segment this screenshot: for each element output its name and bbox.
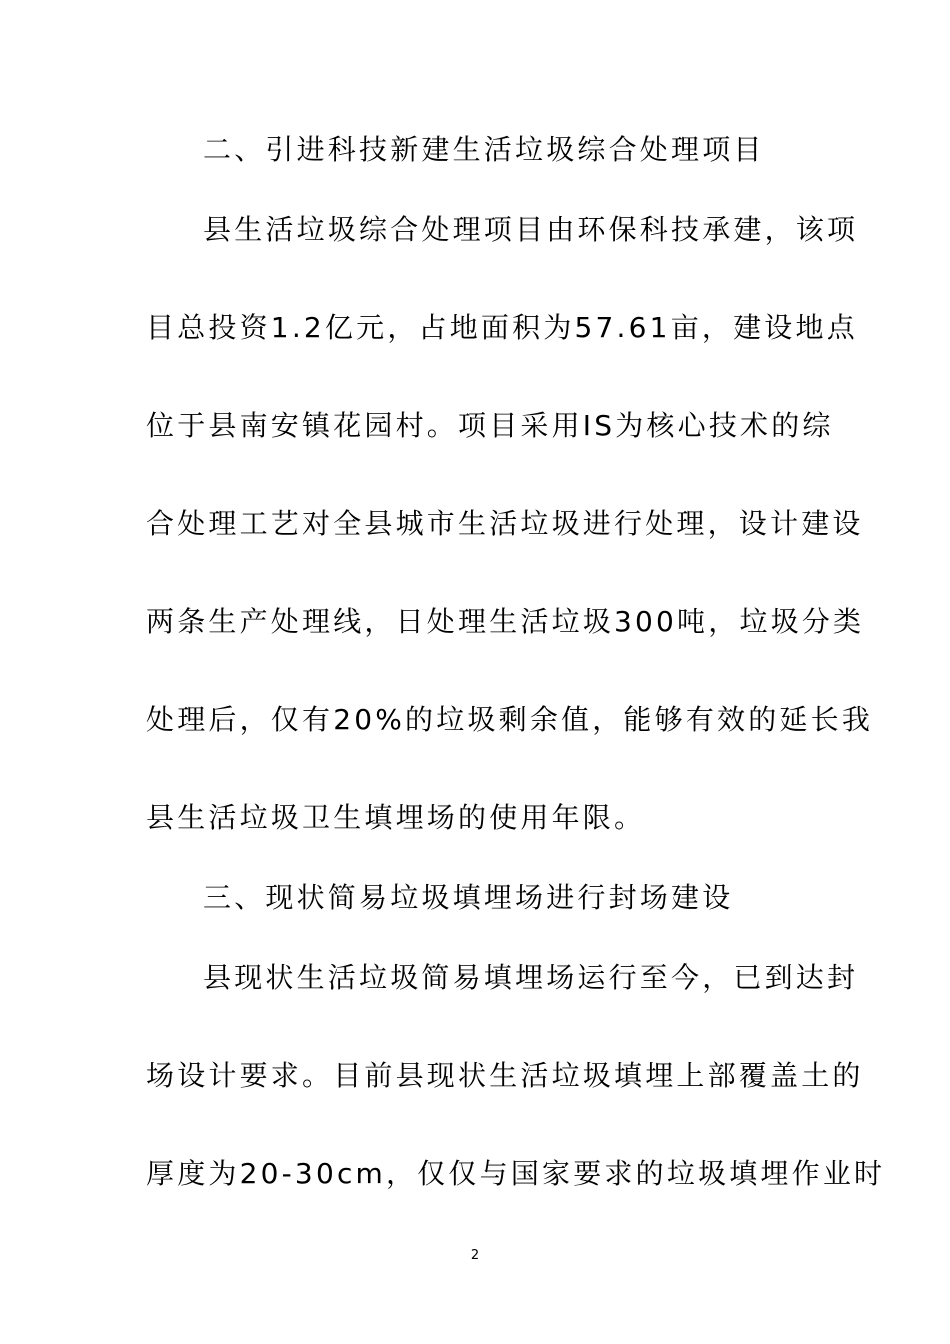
paragraph-line: 场设计要求。目前县现状生活垃圾填埋上部覆盖土的: [146, 1059, 864, 1092]
section-heading-3: 三、现状简易垃圾填埋场进行封场建设: [203, 881, 734, 914]
paragraph-line: 目总投资1.2亿元，占地面积为57.61亩，建设地点: [146, 311, 858, 344]
paragraph-line: 县生活垃圾综合处理项目由环保科技承建，该项: [203, 213, 859, 246]
paragraph-line: 位于县南安镇花园村。项目采用IS为核心技术的综: [146, 409, 834, 442]
section-heading-2: 二、引进科技新建生活垃圾综合处理项目: [203, 133, 765, 166]
paragraph-line: 厚度为20-30cm，仅仅与国家要求的垃圾填埋作业时: [146, 1157, 886, 1190]
paragraph-line: 合处理工艺对全县城市生活垃圾进行处理，设计建设: [146, 507, 864, 540]
page-number: 2: [470, 1248, 480, 1263]
paragraph-line: 处理后，仅有20%的垃圾剩余值，能够有效的延长我: [146, 703, 874, 736]
paragraph-line: 县现状生活垃圾简易填埋场运行至今，已到达封: [203, 961, 859, 994]
paragraph-line: 两条生产处理线，日处理生活垃圾300吨，垃圾分类: [146, 605, 865, 638]
paragraph-line: 县生活垃圾卫生填埋场的使用年限。: [146, 801, 646, 834]
